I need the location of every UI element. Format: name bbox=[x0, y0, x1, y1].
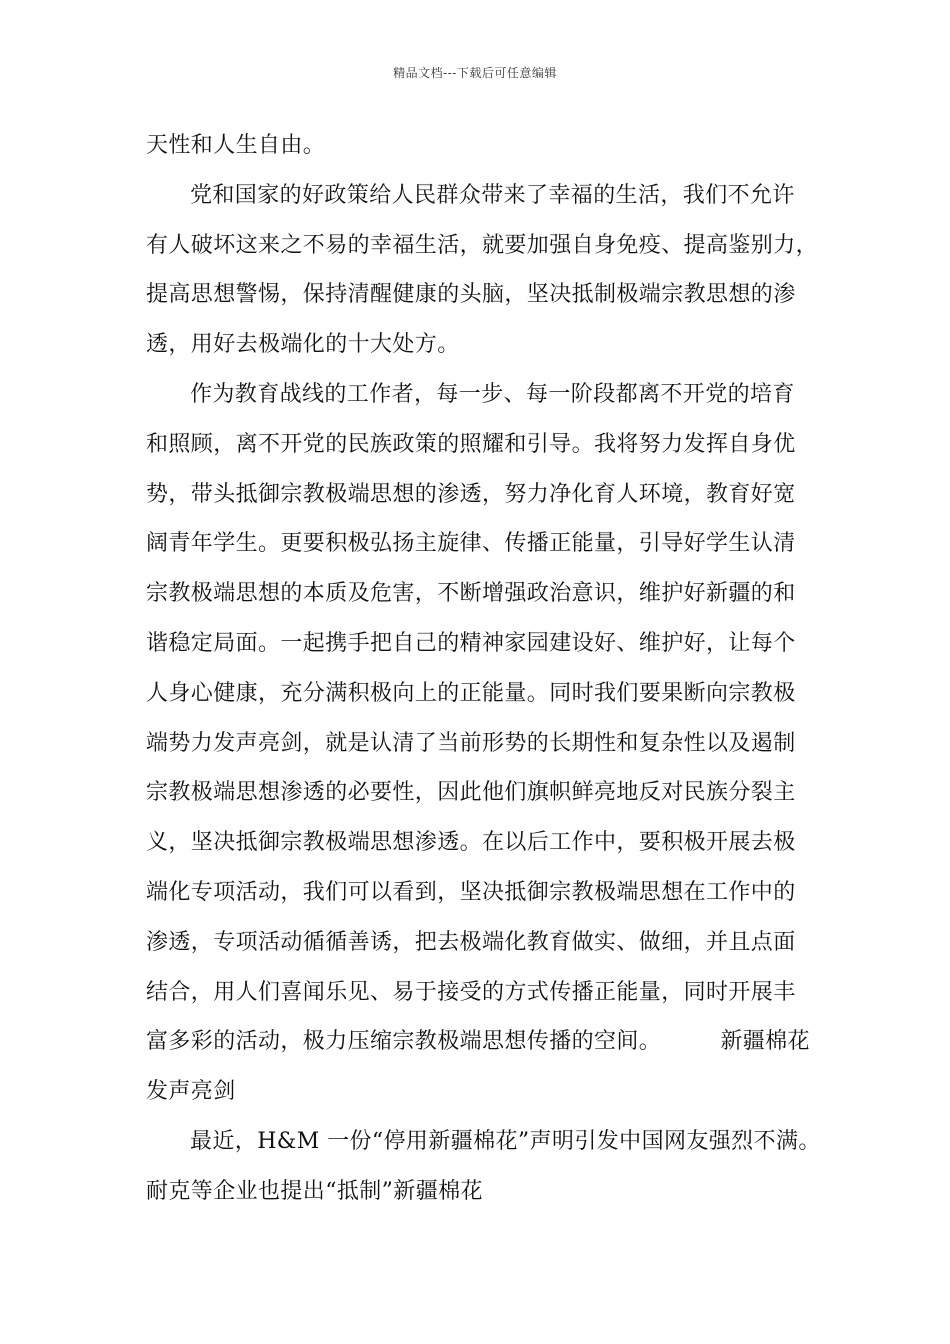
text-line: 宗教极端思想渗透的必要性，因此他们旗帜鲜亮地反对民族分裂主 bbox=[146, 780, 796, 806]
text-line: 人身心健康，充分满积极向上的正能量。同时我们要果断向宗教极 bbox=[146, 680, 796, 706]
text-line: 势，带头抵御宗教极端思想的渗透，努力净化育人环境，教育好宽 bbox=[146, 481, 796, 507]
document-body bbox=[146, 131, 826, 1227]
page-header: 精品文档---下载后可任意编辑 bbox=[393, 66, 557, 80]
text-line: 宗教极端思想的本质及危害，不断增强政治意识，维护好新疆的和 bbox=[146, 581, 796, 607]
text-line: 结合，用人们喜闻乐见、易于接受的方式传播正能量，同时开展丰 bbox=[146, 979, 796, 1005]
text-line: 党和国家的好政策给人民群众带来了幸福的生活，我们不允许 bbox=[190, 182, 795, 208]
text-line: 透，用好去极端化的十大处方。 bbox=[146, 332, 460, 358]
text-line: 义，坚决抵御宗教极端思想渗透。在以后工作中，要积极开展去极 bbox=[146, 830, 796, 856]
text-line: 端势力发声亮剑，就是认清了当前形势的长期性和复杂性以及遏制 bbox=[146, 730, 796, 756]
text-line: 渗透，专项活动循循善诱，把去极端化教育做实、做细，并且点面 bbox=[146, 929, 796, 955]
text-line: 和照顾，离不开党的民族政策的照耀和引导。我将努力发挥自身优 bbox=[146, 431, 796, 457]
text-line: 端化专项活动，我们可以看到，坚决抵御宗教极端思想在工作中的 bbox=[146, 879, 796, 905]
text-line: 发声亮剑 bbox=[146, 1079, 236, 1105]
text-line: 天性和人生自由。 bbox=[146, 133, 326, 158]
text-line: 作为教育战线的工作者，每一步、每一阶段都离不开党的培育 bbox=[190, 381, 795, 407]
text-line: 阔青年学生。更要积极弘扬主旋律、传播正能量，引导好学生认清 bbox=[146, 531, 796, 557]
text-line: 谐稳定局面。一起携手把自己的精神家园建设好、维护好，让每个 bbox=[146, 630, 796, 656]
text-line: 耐克等企业也提出“抵制”新疆棉花 bbox=[146, 1178, 483, 1204]
text-line: 有人破坏这来之不易的幸福生活，就要加强自身免疫、提高鉴别力， bbox=[146, 232, 819, 258]
text-line: 提高思想警惕，保持清醒健康的头脑，坚决抵制极端宗教思想的渗 bbox=[146, 282, 796, 308]
text-line: 富多彩的活动，极力压缩宗教极端思想传播的空间。 新疆棉花 bbox=[146, 1029, 810, 1055]
text-line: 最近，H&M 一份“停用新疆棉花”声明引发中国网友强烈不满。 bbox=[190, 1128, 821, 1154]
